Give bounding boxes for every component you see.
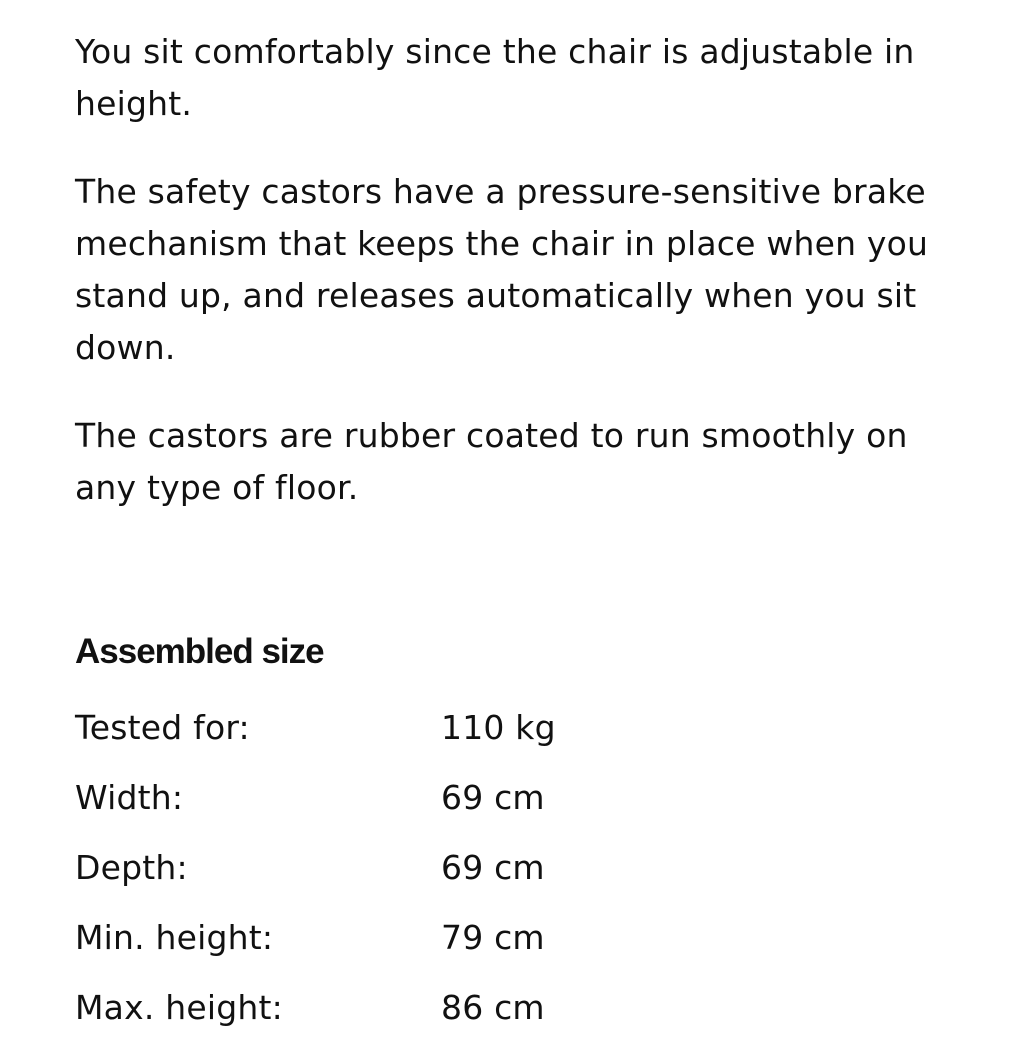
description-paragraph-height: You sit comfortably since the chair is adjustable in height.: [75, 32, 915, 123]
spec-label: Tested for:: [75, 708, 250, 747]
assembled-size-heading: Assembled size: [75, 632, 324, 671]
spec-value: 69 cm: [441, 848, 545, 887]
spec-row-depth: [75, 842, 955, 912]
spec-row-max-height: [75, 982, 955, 1052]
spec-value: 79 cm: [441, 918, 545, 957]
spec-label: Max. height:: [75, 988, 283, 1027]
description-paragraph-brake: The safety castors have a pressure-sensitive brake mechanism that keeps the chair in place when you stand up, and releases automatically when you sit down.: [75, 172, 929, 367]
spec-value: 69 cm: [441, 778, 545, 817]
spec-label: Depth:: [75, 848, 188, 887]
spec-value: 110 kg: [441, 708, 556, 747]
assembled-size-table: [75, 702, 955, 1052]
product-description: [75, 26, 955, 514]
description-paragraph-castors: The castors are rubber coated to run smoothly on any type of floor.: [75, 416, 908, 507]
spec-row-width: [75, 772, 955, 842]
spec-row-min-height: [75, 912, 955, 982]
spec-row-tested-for: [75, 702, 955, 772]
spec-value: 86 cm: [441, 988, 545, 1027]
spec-label: Min. height:: [75, 918, 274, 957]
spec-label: Width:: [75, 778, 184, 817]
